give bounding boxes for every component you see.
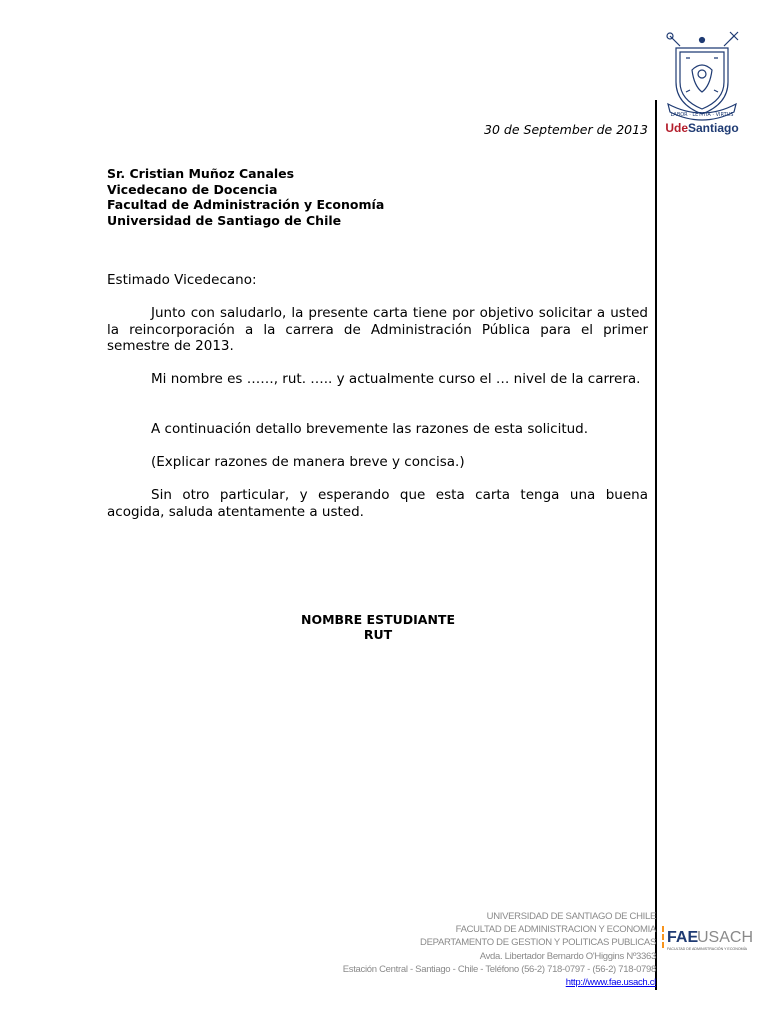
- svg-text:LABOR · LETITIA · VIRTUS: LABOR · LETITIA · VIRTUS: [670, 112, 734, 118]
- vertical-divider: [655, 100, 657, 990]
- signature-rut: RUT: [363, 626, 393, 642]
- fae-usach-logo: [660, 922, 754, 956]
- fae-logo-main-a: FAE: [667, 929, 699, 946]
- salutation: Estimado Vicedecano:: [107, 272, 257, 288]
- letter-date: 30 de September de 2013: [484, 122, 648, 137]
- recipient-name: Sr. Cristian Muñoz Canales: [107, 166, 295, 181]
- paragraph: Junto con saludarlo, la presente carta tiene por objetivo solicitar a usted la reincorporación a la carrera de Administración Pública para el primer semestre de 2013.: [107, 305, 648, 354]
- recipient-block: [107, 166, 384, 228]
- footer-line: Estación Central - Santiago - Chile - Teléfono (56-2) 718-0797 - (56-2) 718-0798: [342, 963, 656, 975]
- footer-line: Avda. Libertador Bernardo O'Higgins Nº3363: [479, 950, 656, 962]
- paragraph: A continuación detallo brevemente las razones de esta solicitud.: [151, 421, 589, 437]
- recipient-title: Vicedecano de Docencia: [107, 181, 278, 197]
- footer-line: UNIVERSIDAD DE SANTIAGO DE CHILE: [486, 911, 656, 922]
- fae-logo-main-b: USACH: [697, 929, 754, 946]
- footer-line: FACULTAD DE ADMINISTRACION Y ECONOMIA: [455, 924, 656, 936]
- signature-name: NOMBRE ESTUDIANTE: [300, 612, 456, 627]
- footer-address: [343, 910, 656, 989]
- recipient-university: Universidad de Santiago de Chile: [107, 212, 342, 228]
- paragraph: Sin otro particular, y esperando que esta carta tenga una buena acogida, saluda atentamente a usted.: [107, 487, 648, 520]
- signature-block: [250, 613, 506, 642]
- recipient-faculty: Facultad de Administración y Economía: [107, 197, 385, 212]
- paragraph: Mi nombre es ……, rut. ….. y actualmente curso el … nivel de la carrera.: [151, 371, 641, 387]
- paragraph: (Explicar razones de manera breve y concisa.): [151, 454, 465, 470]
- udesantiago-logo-text: UdeSantiago: [665, 121, 739, 135]
- footer-website-link[interactable]: http://www.fae.usach.cl: [565, 977, 656, 989]
- footer-line: DEPARTAMENTO DE GESTION Y POLITICAS PUBLICAS: [420, 937, 656, 949]
- fae-logo-subtitle: FACULTAD DE ADMINISTRACIÓN Y ECONOMÍA: [667, 947, 748, 951]
